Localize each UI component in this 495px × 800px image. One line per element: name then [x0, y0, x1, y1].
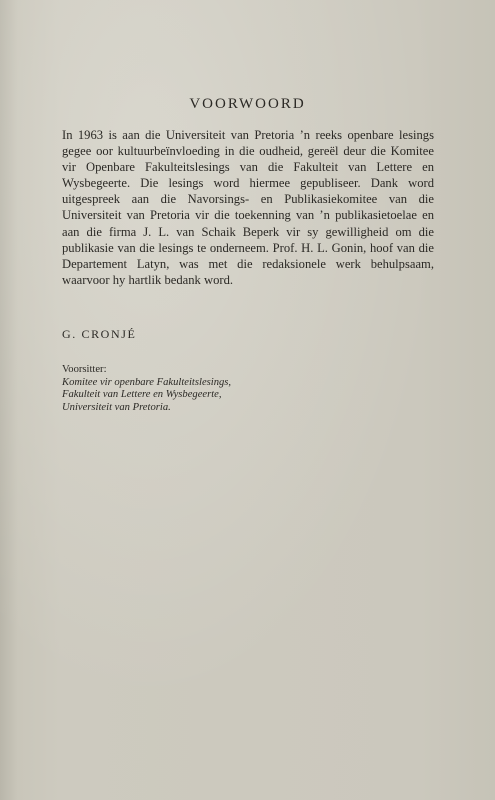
affiliation-label: Voorsitter: — [62, 364, 107, 375]
signature-name: G. CRONJÉ — [62, 327, 137, 341]
page-heading: VOORWOORD — [189, 96, 306, 112]
foreword-paragraph — [62, 127, 434, 288]
affiliation-line: Universiteit van Pretoria. — [62, 401, 171, 413]
foreword-text: In 1963 is aan die Universiteit van Pretoria ’n reeks openbare lesings gegee oor kultuurbeïnvloeding in die oudheid, gereël deur die Komitee vir Openbare Fakulteitslesings van die Fakulteit van Lettere en Wysbegeerte. Die lesings word hiermee gepubliseer. Dank word uitgespreek aan die Navorsings- en Publikasiekomitee van die Universiteit van Pretoria vir die toekenning van ’n publikasietoelae en aan die firma J. L. van Schaik Beperk vir sy gewilligheid om die publikasie van die lesings te onderneem. Prof. H. L. Gonin, hoof van die Departement Latyn, was met die redaksionele werk behulpsaam, waarvoor hy hartlik bedank word. — [62, 128, 434, 287]
affiliation-line: Fakulteit van Lettere en Wysbegeerte, — [62, 389, 222, 401]
affiliation-line: Komitee vir openbare Fakulteitslesings, — [62, 376, 232, 388]
affiliation-block — [62, 364, 382, 414]
